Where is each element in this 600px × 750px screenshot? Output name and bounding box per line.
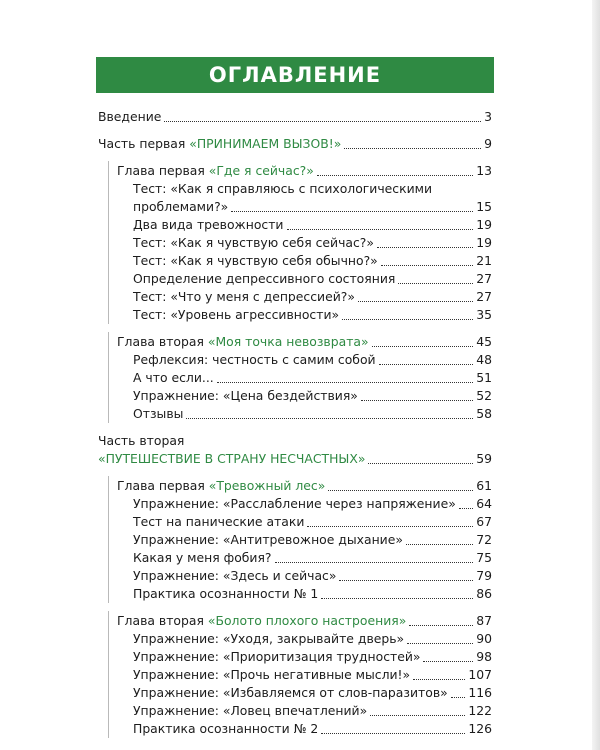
chapter-group <box>108 332 492 423</box>
toc-entry[interactable] <box>109 684 492 702</box>
entry-title: Упражнение: «Прочь негативные мысли!» <box>133 667 411 682</box>
entry-title-line: проблемами?» <box>133 199 229 214</box>
chapter-group <box>108 476 492 603</box>
toc-entry[interactable] <box>109 702 492 720</box>
dot-leader <box>368 463 473 464</box>
part-prefix: Часть первая <box>98 136 190 151</box>
toc-heading: ОГЛАВЛЕНИЕ <box>208 63 382 87</box>
dot-leader <box>379 364 474 365</box>
toc-entry[interactable] <box>109 387 492 405</box>
chapter-title: «Моя точка невозврата» <box>207 334 369 349</box>
entry-title: Рефлексия: честность с самим собой <box>133 352 376 367</box>
dot-leader <box>370 715 465 716</box>
toc-entry[interactable] <box>109 666 492 684</box>
page-number: 61 <box>476 478 492 493</box>
dot-leader <box>307 526 473 527</box>
page-number: 90 <box>476 631 492 646</box>
dot-leader <box>328 490 473 491</box>
toc-entry-intro[interactable] <box>98 108 492 126</box>
entry-title: Тест: «Уровень агрессивности» <box>133 307 340 322</box>
part-title: «ПУТЕШЕСТВИЕ В СТРАНУ НЕСЧАСТНЫХ» <box>98 451 366 466</box>
page-number: 15 <box>476 199 492 214</box>
dot-leader <box>339 580 473 581</box>
dot-leader <box>413 679 465 680</box>
entry-title: Тест на панические атаки <box>133 514 305 529</box>
dot-leader <box>342 319 473 320</box>
entry-title: Упражнение: «Приоритизация трудностей» <box>133 649 421 664</box>
dot-leader <box>409 625 473 626</box>
entry-title: Определение депрессивного состояния <box>133 271 396 286</box>
toc-entry[interactable] <box>109 630 492 648</box>
table-of-contents <box>98 108 492 738</box>
toc-entry[interactable] <box>109 351 492 369</box>
toc-entry[interactable] <box>109 585 492 603</box>
chapter-prefix: Глава вторая <box>117 334 208 349</box>
page-number: 107 <box>468 667 492 682</box>
dot-leader <box>423 661 473 662</box>
chapter-title: «Болото плохого настроения» <box>207 613 407 628</box>
dot-leader <box>459 508 473 509</box>
chapter-prefix: Глава вторая <box>117 613 208 628</box>
entry-title: Упражнение: «Расслабление через напряжение» <box>133 496 456 511</box>
entry-title: Упражнение: «Избавляемся от слов-паразитов» <box>133 685 448 700</box>
toc-entry[interactable] <box>109 369 492 387</box>
page-number: 59 <box>476 451 492 466</box>
chapter-title: «Где я сейчас?» <box>208 163 314 178</box>
dot-leader <box>381 265 473 266</box>
chapter-group <box>108 161 492 324</box>
dot-leader <box>287 229 474 230</box>
page-number: 27 <box>476 271 492 286</box>
entry-title: Введение <box>98 109 162 124</box>
toc-entry[interactable] <box>109 180 492 216</box>
entry-title: Упражнение: «Цена бездействия» <box>133 388 358 403</box>
entry-title: Практика осознанности № 2 <box>133 721 319 736</box>
entry-title: Тест: «Как я чувствую себя сейчас?» <box>133 235 374 250</box>
page-edge <box>592 0 600 750</box>
toc-entry[interactable] <box>109 288 492 306</box>
toc-entry[interactable] <box>109 216 492 234</box>
dot-leader <box>231 211 473 212</box>
dot-leader <box>217 382 474 383</box>
part-prefix: Часть вторая <box>98 433 185 448</box>
toc-entry-part-1[interactable] <box>98 135 492 153</box>
chapter-group <box>108 611 492 738</box>
page-number: 86 <box>476 586 492 601</box>
page-number: 58 <box>476 406 492 421</box>
dot-leader <box>275 562 474 563</box>
dot-leader <box>406 544 473 545</box>
dot-leader <box>407 643 473 644</box>
page-number: 64 <box>476 496 492 511</box>
dot-leader <box>321 598 473 599</box>
toc-entry[interactable] <box>109 549 492 567</box>
dot-leader <box>451 697 466 698</box>
toc-entry[interactable] <box>109 252 492 270</box>
dot-leader <box>164 121 481 122</box>
entry-title: Упражнение: «Ловец впечатлений» <box>133 703 368 718</box>
entry-title: Два вида тревожности <box>133 217 284 232</box>
toc-entry[interactable] <box>109 648 492 666</box>
toc-header-band <box>96 57 494 93</box>
page-number: 27 <box>476 289 492 304</box>
dot-leader <box>398 283 473 284</box>
toc-entry[interactable] <box>109 405 492 423</box>
page-number: 98 <box>476 649 492 664</box>
chapter-title: «Тревожный лес» <box>208 478 326 493</box>
entry-title: Упражнение: «Уходя, закрывайте дверь» <box>133 631 405 646</box>
page-number: 13 <box>476 163 492 178</box>
toc-entry[interactable] <box>109 531 492 549</box>
toc-entry-chapter[interactable] <box>109 333 492 351</box>
dot-leader <box>361 400 473 401</box>
entry-title-line: Тест: «Как я справляюсь с психологическими <box>133 181 433 196</box>
part-title: «ПРИНИМАЕМ ВЫЗОВ!» <box>189 136 342 151</box>
dot-leader <box>377 247 473 248</box>
chapter-prefix: Глава первая <box>117 163 209 178</box>
toc-entry[interactable] <box>109 513 492 531</box>
page-number: 126 <box>468 721 492 736</box>
dot-leader <box>321 733 465 734</box>
dot-leader <box>358 301 473 302</box>
page-number: 35 <box>476 307 492 322</box>
page-number: 19 <box>476 217 492 232</box>
dot-leader <box>344 148 481 149</box>
toc-entry-chapter[interactable] <box>109 162 492 180</box>
entry-title: Упражнение: «Здесь и сейчас» <box>133 568 337 583</box>
toc-entry[interactable] <box>109 567 492 585</box>
page-number: 51 <box>476 370 492 385</box>
page-number: 122 <box>468 703 492 718</box>
chapter-prefix: Глава первая <box>117 478 209 493</box>
toc-entry-part-2[interactable] <box>98 432 492 468</box>
page-number: 67 <box>476 514 492 529</box>
entry-title: Отзывы <box>133 406 184 421</box>
entry-title: Тест: «Что у меня с депрессией?» <box>133 289 355 304</box>
entry-title: Тест: «Как я чувствую себя обычно?» <box>133 253 378 268</box>
page-number: 19 <box>476 235 492 250</box>
page-number: 3 <box>484 109 492 124</box>
page-number: 48 <box>476 352 492 367</box>
dot-leader <box>186 418 473 419</box>
page-number: 52 <box>476 388 492 403</box>
toc-entry[interactable] <box>109 234 492 252</box>
toc-entry-chapter[interactable] <box>109 477 492 495</box>
dot-leader <box>317 175 473 176</box>
toc-entry-chapter[interactable] <box>109 612 492 630</box>
page-number: 87 <box>476 613 492 628</box>
page-number: 116 <box>468 685 492 700</box>
toc-entry[interactable] <box>109 495 492 513</box>
dot-leader <box>372 346 474 347</box>
page-number: 72 <box>476 532 492 547</box>
page-number: 79 <box>476 568 492 583</box>
page-number: 9 <box>484 136 492 151</box>
toc-entry[interactable] <box>109 270 492 288</box>
page-number: 21 <box>476 253 492 268</box>
toc-entry[interactable] <box>109 306 492 324</box>
toc-entry[interactable] <box>109 720 492 738</box>
page-number: 75 <box>476 550 492 565</box>
entry-title: Какая у меня фобия? <box>133 550 272 565</box>
entry-title: Практика осознанности № 1 <box>133 586 319 601</box>
entry-title: Упражнение: «Антитревожное дыхание» <box>133 532 403 547</box>
page-number: 45 <box>476 334 492 349</box>
entry-title: А что если... <box>133 370 214 385</box>
